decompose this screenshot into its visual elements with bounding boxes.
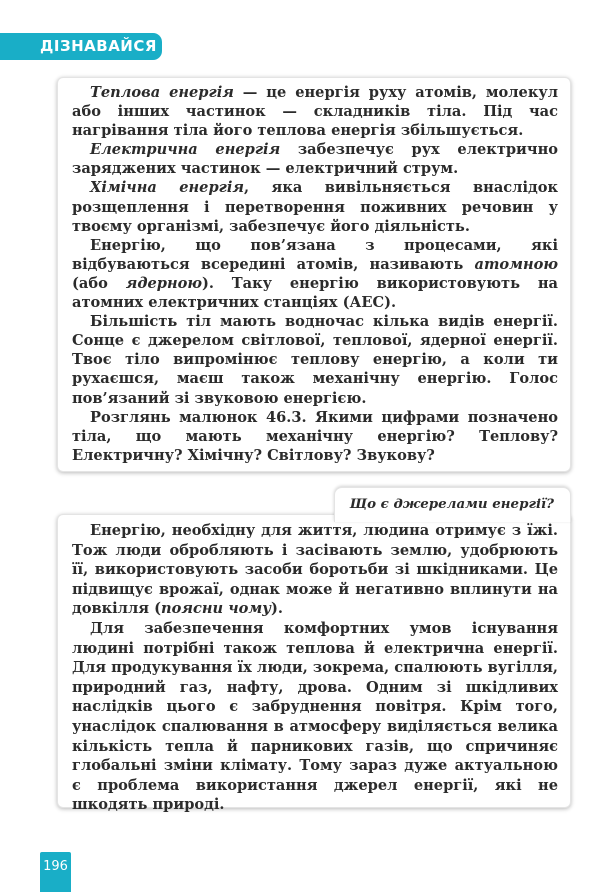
paragraph-electric-energy [72, 140, 558, 178]
paragraph-thermal-energy [72, 83, 558, 140]
term-chemical-energy: Хімічна енергія [90, 179, 245, 197]
page-number: 196 [40, 852, 71, 892]
subsection-title-tab: Що є джерелами енергії? [334, 487, 571, 522]
paragraph-chemical-energy [72, 178, 558, 235]
text-thermal-energy: — це енергія руху атомів, молекул або інших частинок — складників тіла. Під час нагрівання тіла його теплова енергія збільшується. [72, 84, 559, 140]
paragraph-fuel-energy: Для забезпечення комфортних умов існування людині потрібні також теплова й електрична енергії. Для продукування їх люди, зокрема, спалюють вугілля, природний газ, нафту, дрова. Одним зі шкідливих наслідків цього є забруднення повітря. Крім того, унаслідок спалювання в атмосферу виділяється велика кількість тепла й парникових газів, що спричиняє глобальні зміни клімату. Тому зараз дуже актуальною є проблема використання джерел енергії, які не шкодять природі. [72, 619, 558, 814]
paragraph-atomic-energy [72, 236, 558, 312]
term-electric-energy: Електрична енергія [90, 141, 281, 159]
text-electric-energy: забезпечує рух електрично заряджених частинок — електричний струм. [72, 141, 558, 178]
paragraph-figure-question: Розглянь малюнок 46.3. Якими цифрами позначено тіла, що мають механічну енергію? Теплову? Електричну? Хімічну? Світлову? Звукову? [72, 408, 558, 464]
term-nuclear: ядерною [125, 274, 202, 292]
paragraph-multiple-energy: Більшість тіл мають водночас кілька видів енергії. Сонце є джерелом світлової, теплової, ядерної енергії. Твоє тіло випромінює теплову енергію, а коли ти рухаєшся, маєш також механічну енергію. Голос пов’язаний зі звуковою енергією. [72, 313, 558, 407]
paragraph-food-energy [72, 521, 558, 619]
text-atomic-b: (або [72, 274, 126, 292]
text-atomic-a: Енергію, що пов’язана з процесами, які відбуваються всередині атомів, називають [72, 236, 558, 273]
text-food-b: ). [270, 600, 283, 618]
term-thermal-energy: Теплова енергія [90, 84, 234, 101]
term-explain-why: поясни чому [161, 600, 271, 618]
info-card-energy-types [57, 77, 571, 472]
text-food-a: Енергію, необхідну для життя, людина отримує з їжі. Тож люди обробляють і засівають землю, удобрюють її, використовують засоби боротьби зі шкідниками. Це підвищує врожаї, однак може й негативно вплинути на довкілля ( [72, 522, 558, 618]
section-tag: ДІЗНАВАЙСЯ [0, 33, 162, 60]
term-atomic: атомною [474, 255, 558, 273]
info-card-energy-sources [57, 514, 571, 814]
text-chemical-energy: , яка вивільняється внаслідок розщеплення і перетворення поживних речовин у твоєму організмі, забезпечує його діяльність. [72, 179, 558, 235]
text-atomic-c: ). Таку енергію використовують на атомних електричних станціях (АЕС). [72, 274, 558, 312]
